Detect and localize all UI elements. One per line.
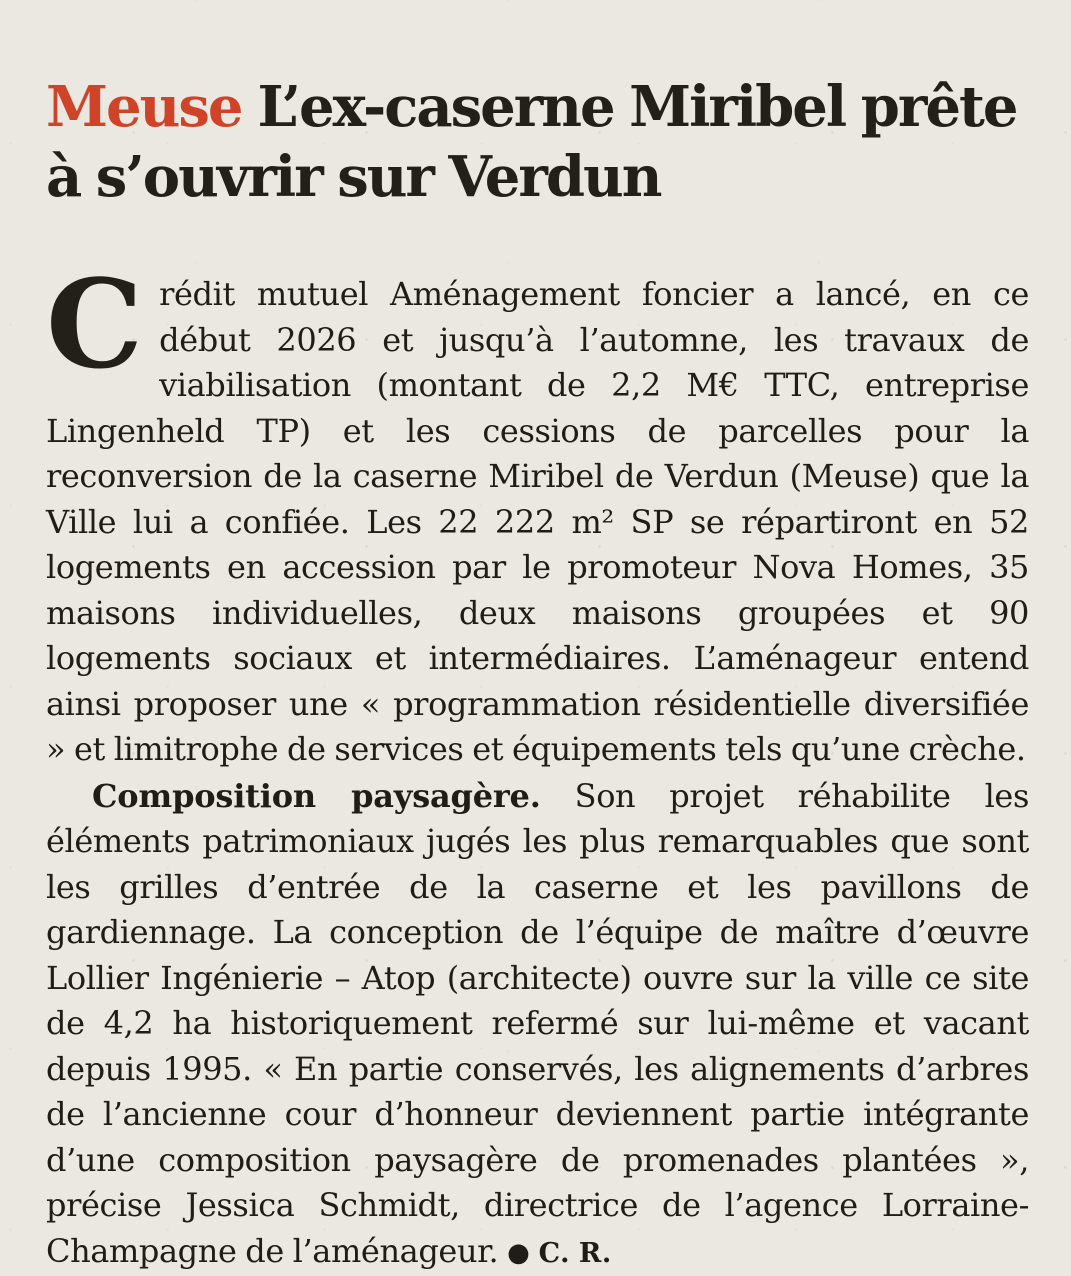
drop-cap: C	[46, 272, 159, 371]
headline-line1: L’ex-caserne Miribel prête	[258, 74, 1017, 140]
paragraph-composition-text: Son projet réhabilite les éléments patrimoniaux jugés les plus remarquables que sont les grilles d’entrée de la caserne et les pavillons de gardiennage. La conception de l’équipe de maître d’œuvre Lollier Ingénierie – Atop (architecte) ouvre sur la ville ce site de 4,2 ha historiquement refermé sur lui-même et vacant depuis 1995. « En partie conservés, les alignements d’arbres de l’ancienne cour d’honneur deviennent partie intégrante d’une composition paysagère de promenades plantées », précise Jessica Schmidt, directrice de l’agence Lorraine-Champagne de l’aménageur.	[46, 777, 1029, 1270]
paragraph-composition	[46, 774, 1029, 1276]
paragraph-lead-text: rédit mutuel Aménagement foncier a lancé, en ce début 2026 et jusqu’à l’automne, les travaux de viabilisation (montant de 2,2 M€ TTC, entreprise Lingenheld TP) et les cessions de parcelles pour la reconversion de la caserne Miribel de Verdun (Meuse) que la Ville lui a confiée. Les 22 222 m² SP se répartiront en 52 logements en accession par le promoteur Nova Homes, 35 maisons individuelles, deux maisons groupées et 90 logements sociaux et intermédiaires. L’aménageur entend ainsi proposer une « programmation résidentielle diversifiée » et limitrophe de services et équipements tels qu’une crèche.	[46, 275, 1029, 768]
end-of-article-bullet-icon: ●	[507, 1238, 530, 1268]
paragraph-lead	[46, 272, 1029, 773]
author-initials: C. R.	[539, 1238, 612, 1269]
article-headline	[46, 72, 1029, 212]
paragraph-composition-lead: Composition paysagère.	[92, 777, 541, 815]
headline-line2: à s’ouvrir sur Verdun	[46, 144, 660, 210]
section-kicker: Meuse	[46, 74, 242, 140]
